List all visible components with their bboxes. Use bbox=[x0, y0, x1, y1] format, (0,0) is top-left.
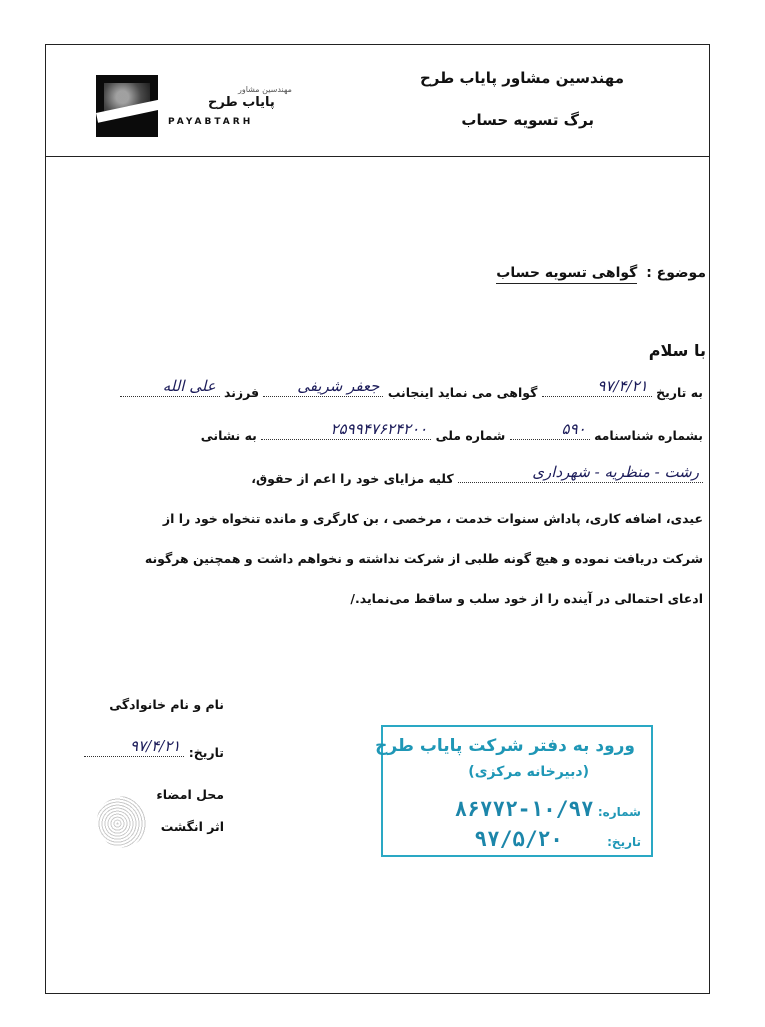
handwritten-name: جعفر شریفی bbox=[297, 377, 380, 395]
stamp-title: ورود به دفتر شرکت پایاب طرح bbox=[375, 736, 635, 756]
stamp-number-value: ۱۰/۹۷-۸۶۷۷۲ bbox=[454, 797, 594, 821]
handwritten-date: ۹۷/۴/۲۱ bbox=[597, 377, 648, 395]
handwritten-id-number: ۵۹۰ bbox=[561, 420, 586, 438]
stamp-subtitle: (دبیرخانه مرکزی) bbox=[468, 764, 589, 780]
sign-date-field bbox=[84, 737, 184, 757]
handwritten-address: رشت - منظریه - شهرداری bbox=[532, 463, 699, 481]
body-line-1 bbox=[120, 377, 703, 400]
document-frame bbox=[45, 44, 710, 994]
registration-stamp bbox=[375, 725, 653, 857]
handwritten-national-id: ۲۵۹۹۴۷۶۲۴۲۰۰ bbox=[330, 420, 428, 438]
body-line-2 bbox=[200, 420, 703, 443]
logo-persian-text: پایاب طرح bbox=[208, 95, 275, 110]
stamp-date-value: ۹۷/۵/۲۰ bbox=[474, 827, 563, 851]
father-field bbox=[120, 377, 220, 397]
date-field bbox=[542, 377, 652, 397]
text-national-id: شماره ملی bbox=[435, 428, 506, 443]
form-title: برگ تسویه حساب bbox=[461, 111, 594, 129]
stamp-number bbox=[455, 797, 641, 821]
stamp-date-label: تاریخ: bbox=[607, 835, 641, 849]
greeting: با سلام bbox=[648, 341, 706, 360]
subject-label: موضوع : bbox=[646, 265, 706, 281]
text-address: به نشانی bbox=[200, 428, 257, 443]
signature-label: محل امضاء bbox=[156, 787, 224, 802]
body-line-6: ادعای احتمالی در آینده را از خود سلب و ساقط می‌نماید./ bbox=[350, 591, 703, 606]
subject-value: گواهی تسویه حساب bbox=[496, 265, 637, 284]
handwritten-father: علی الله bbox=[162, 377, 216, 395]
body-line-3 bbox=[251, 463, 703, 486]
body-line-4: عیدی، اضافه کاری، پاداش سنوات خدمت ، مرخصی ، بن کارگری و مانده تنخواه خود را از bbox=[162, 511, 703, 526]
national-id-field bbox=[261, 420, 431, 440]
name-label: نام و نام خانوادگی bbox=[109, 697, 224, 712]
text-date-intro: به تاریخ bbox=[656, 385, 703, 400]
subject bbox=[496, 265, 706, 284]
stamp-number-label: شماره: bbox=[597, 805, 641, 819]
text-child-of: فرزند bbox=[224, 385, 260, 400]
name-field bbox=[263, 377, 383, 397]
company-logo-icon bbox=[96, 75, 158, 137]
sign-date-label: تاریخ: bbox=[188, 745, 224, 760]
fingerprint-label: اثر انگشت bbox=[160, 819, 224, 834]
header-divider bbox=[46, 156, 709, 157]
id-number-field bbox=[510, 420, 590, 440]
body-line-5: شرکت دریافت نموده و هیچ گونه طلبی از شرکت نداشته و نخواهم داشت و همچنین هرگونه bbox=[144, 551, 703, 566]
logo-english-text: PAYABTARH bbox=[168, 117, 254, 127]
company-name: مهندسین مشاور پایاب طرح bbox=[419, 69, 624, 87]
logo-small-text: مهندسین مشاور bbox=[238, 85, 292, 94]
text-certify: گواهی می نماید اینجانب bbox=[387, 385, 538, 400]
sign-date bbox=[84, 737, 224, 760]
fingerprint-icon bbox=[91, 790, 153, 853]
handwritten-sign-date: ۹۷/۴/۲۱ bbox=[129, 737, 181, 755]
text-benefits: کلیه مزایای خود را اعم از حقوق، bbox=[251, 471, 454, 486]
stamp-date bbox=[474, 827, 641, 851]
address-field bbox=[458, 463, 703, 483]
text-id-number: بشماره شناسنامه bbox=[594, 428, 703, 443]
